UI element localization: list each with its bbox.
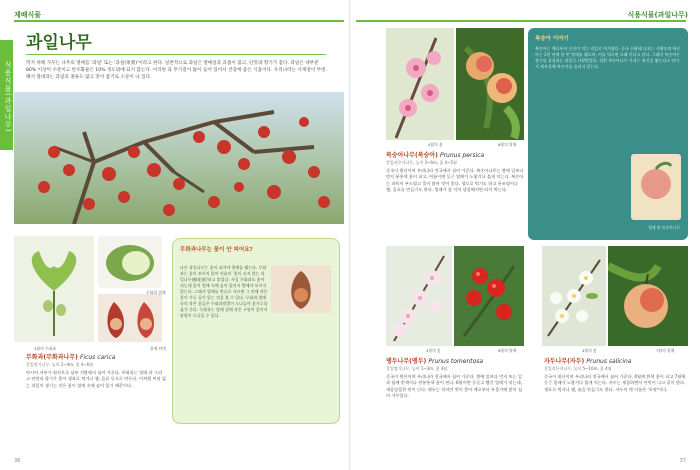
- cherry-desc: 중국이 원산이며 우리나라 전국에서 심어 가꾼다. 봄에 잎보다 먼저 또는 잎과 함께 흰색이나 연분홍색 꽃이 핀다. 6월이면 둥글고 빨간 열매가 익는데, 새콤달콤한 맛이 난다. 앵두는 작지만 맛이 좋아 예로부터 우물가에 많이 심어 가꾸었다.: [386, 374, 522, 399]
- fig-box-photo: [271, 265, 331, 313]
- caption-fig-fruit: 무화과 열매: [146, 290, 166, 295]
- side-tab: 식용식물(과일나무): [0, 40, 13, 150]
- cherry-name: 앵두나무(앵두): [386, 358, 427, 365]
- peach-entry: [386, 150, 524, 194]
- cherry-fruit-photo: [454, 246, 524, 346]
- plum-entry: [544, 356, 688, 393]
- cherry-meta: 갈잎떨기나무, 높이 1~3m, 꽃 4월: [386, 366, 448, 371]
- fig-box-title: 무화과나무는 꽃이 안 피어요?: [180, 247, 253, 253]
- peach-entry-name: [386, 150, 524, 159]
- peach-meta: 갈잎작은키나무, 높이 3~6m, 꽃 4~5월: [386, 160, 457, 165]
- fig-info-box: [172, 238, 340, 424]
- peach-box-photo: [631, 154, 681, 220]
- caption-cherry-fruit: 6월의 열매: [498, 348, 517, 353]
- fig-name: 무화과(무화과나무): [26, 354, 78, 361]
- page-number-right: 37: [679, 458, 686, 464]
- fig-entry-name: [26, 352, 166, 361]
- caption-peach-flower: 4월의 꽃: [428, 142, 443, 147]
- peach-story-box: [528, 28, 688, 240]
- left-header: 재배식물: [14, 11, 42, 19]
- peach-fruit-photo: [456, 28, 524, 140]
- caption-cherry-flower: 4월의 꽃: [426, 348, 441, 353]
- peach-desc: 중국이 원산이며 우리나라 전국에서 심어 가꾼다. 복숭아나무는 봄에 잎보다 먼저 분홍색 꽃이 피고, 여름이면 둥근 열매가 노랗거나 붉게 익는다. 복숭아는 과육이 부드럽고 물이 많아 맛이 좋다. 생으로 먹기도 하고 통조림이나 잼, 음료를 만들기도 한다. 열매가 잘 익어 달콤해지면 따서 먹는다.: [386, 168, 524, 193]
- intro-text: 먹지 위해 가꾸는 나무의 열매를 '과일' 또는 '과실(果實)'이라고 한다. 일반적으로 과일은 열매일과 과즙이 많고, 단맛과 향기가 좋다. 과일은 대부분 80% 이상이 수분이고 탄수화물은 10% 정도밖에 되지 않는다. 이러한 과 무기질이 많이 들어 있어서 건강에 좋은 식품이다. 우리나라는 사계절이 뚜렷해서 열대과는 과일의 종류도 많고 맛이 좋기로 소문이 나 있다.: [26, 61, 326, 80]
- fig-entry: [26, 352, 166, 389]
- plum-entry-name: [544, 356, 688, 365]
- plum-name: 자두나무(자두): [544, 358, 585, 365]
- fig-box-text: 다른 과일나무는 꽃이 피어야 열매를 맺는다. 무화과는 꽃이 보이지 않아 이름이 '꽃이 피지 않는 과일나무(無花果)'라고 붙었다. 사실 무화과도 꽃이 피는데 꽃이 열매 속에 숨어 있어서 밖에서 보이지 않는다. 그래서 열매를 반으로 자르면 그 안에 작은 꽃이 가득 들어 있는 것을 볼 수 있다. 무화과 열매 속의 작은 꽃들은 무화과말벌이 드나들며 꽃가루를 옮겨 준다. 무화과는 열매 겉에 작은 구멍이 있어서 말벌이 드나들 수 있다.: [180, 265, 268, 318]
- title-rule: [26, 54, 326, 55]
- caption-plum-flower: 4월의 꽃: [582, 348, 597, 353]
- right-header: 식용식물(과일나무): [627, 11, 688, 19]
- plum-meta: 갈잎작은키나무, 높이 5~10m, 꽃 4월: [544, 366, 612, 371]
- peach-box-title: 복숭아 이야기: [535, 36, 569, 42]
- caption-plum-fruit: 7월의 열매: [656, 348, 675, 353]
- plum-desc: 중국이 원산이며 우리나라 전국에서 심어 가꾼다. 4월에 흰색 꽃이 피고 7월에 둥근 열매가 노랗거나 붉게 익는다. 자두는 새콤하면서 단맛이 나고 즙이 많다. 생으로 먹거나 잼, 술을 만들기도 한다. 자두의 옛 이름은 '오얏'이다.: [544, 374, 686, 392]
- peach-flower-photo: [386, 28, 454, 140]
- fig-sci-name: Ficus carica: [79, 354, 116, 361]
- fig-fruit-photo: [98, 236, 162, 288]
- cherry-entry-name: [386, 356, 524, 365]
- caption-fig-tree: 3월의 무화과: [34, 346, 56, 351]
- cherry-entry: [386, 356, 524, 400]
- header-rule-right: [356, 20, 686, 22]
- plum-sci-name: Prunus salicina: [586, 358, 632, 365]
- peach-sci-name: Prunus persica: [439, 152, 485, 159]
- cherry-flower-photo: [386, 246, 452, 346]
- cherry-sci-name: Prunus tomentosa: [428, 358, 484, 365]
- fig-meta: 갈잎떨기나무, 높이 2~4m, 꽃 4~6월: [26, 362, 94, 367]
- caption-peach-box: 열매 및 복숭아나무: [648, 225, 680, 230]
- peach-box-text: 복숭아는 예로부터 신선이 먹는 과일로 여겨졌다. 중국 신화에 나오는 서왕모의 복숭아는 3천 년에 한 번 열매를 맺으며, 이를 먹으면 오래 산다고 한다. 그래서 복숭아는 장수를 상징하는 과일로 사랑받았다. 한편 복숭아나무 가지는 귀신을 쫓는다고 믿어서 제사상에 복숭아를 올리지 않는다.: [535, 46, 681, 69]
- caption-peach-fruit: 8월의 열매: [498, 142, 517, 147]
- plum-fruit-photo: [608, 246, 688, 346]
- fig-cross-section-photo: [98, 294, 162, 342]
- right-page: [350, 0, 700, 470]
- caption-fig-section: 열매 단면: [150, 346, 166, 351]
- apple-tree-illustration: [14, 92, 344, 224]
- fig-leaf-photo: [14, 236, 94, 342]
- page-title: 과일나무: [26, 33, 92, 53]
- fig-desc: 아시아 서부가 원산으로 남부 지방에서 심어 가꾼다. 무화과는 열매 과 그리고 단맛과 향기가 좋아 생과로 먹거나 잼, 음료 등으로 만든다. 이처럼 씨앗 없는 과일이 생기는 것은 꽃이 열매 속에 숨어 있기 때문이다.: [26, 370, 166, 388]
- apple-tree-photo: [14, 92, 344, 224]
- page-number-left: 36: [14, 458, 21, 464]
- peach-name: 복숭아나무(복숭아): [386, 152, 438, 159]
- plum-flower-photo: [542, 246, 606, 346]
- header-rule: [14, 20, 344, 22]
